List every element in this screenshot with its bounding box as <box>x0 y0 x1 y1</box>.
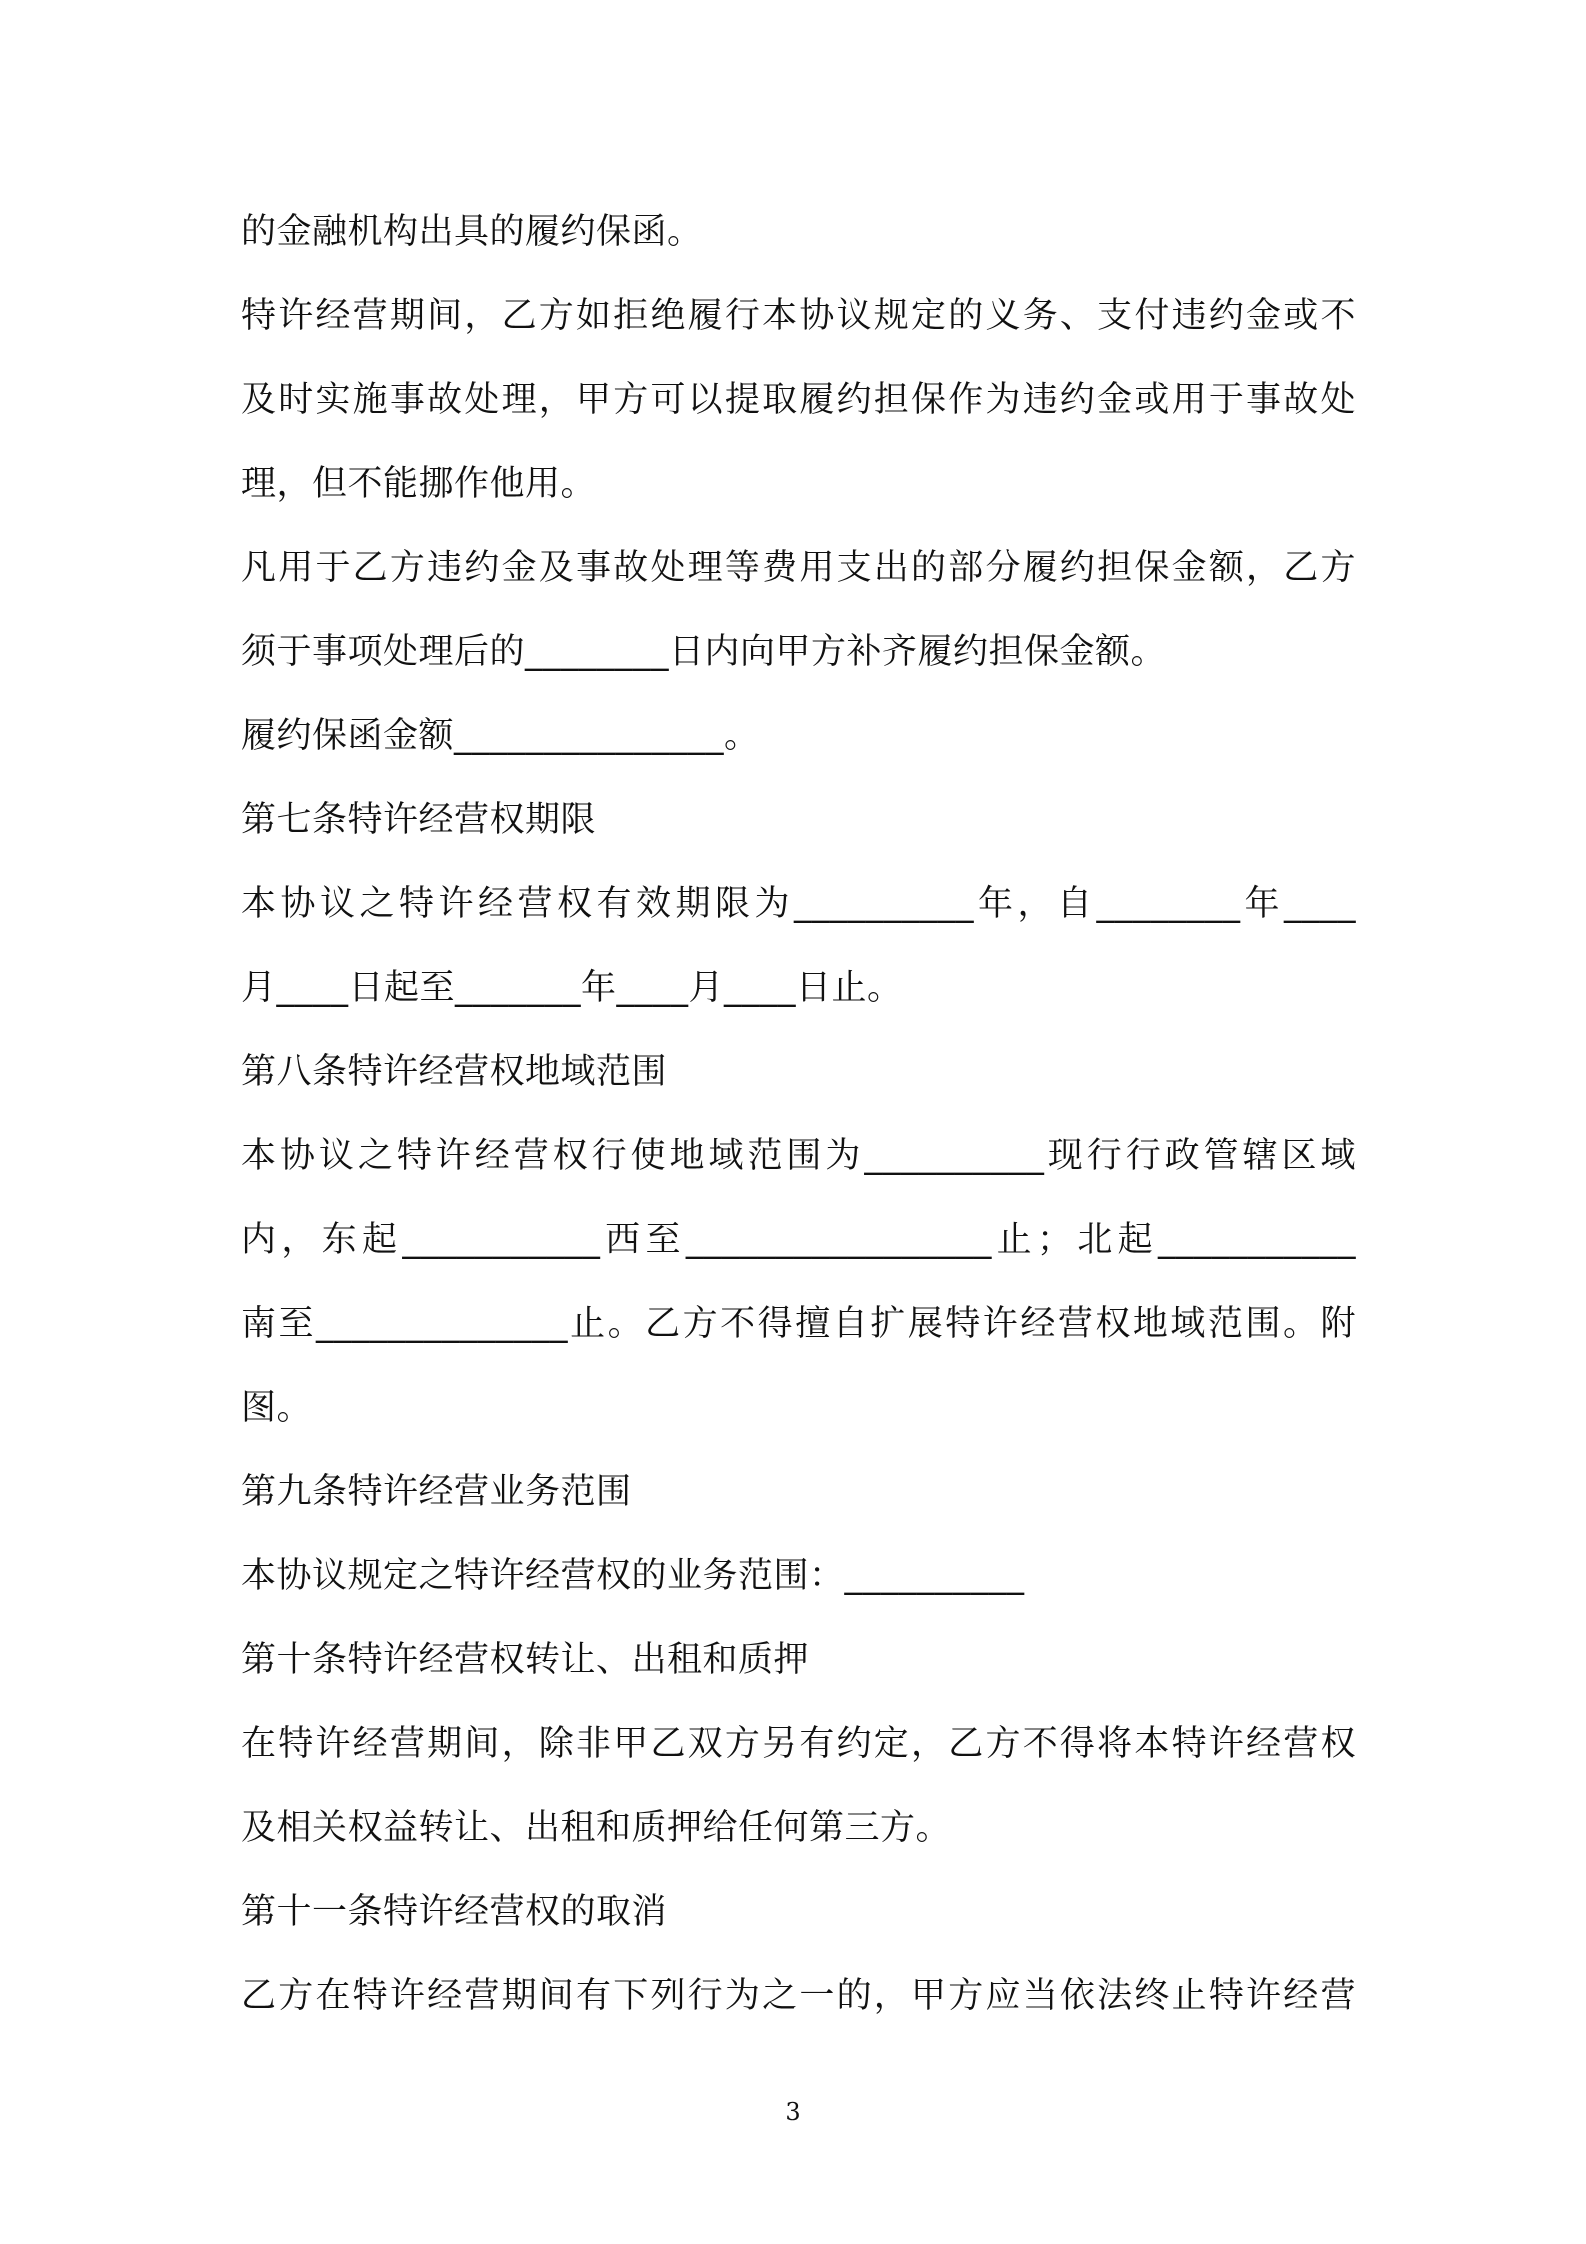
section-heading: 第十一条特许经营权的取消 <box>241 1892 668 1932</box>
text-line: 月____日起至_______年____月____日止。 <box>241 968 903 1008</box>
section-heading: 第八条特许经营权地域范围 <box>241 1052 668 1092</box>
text-line: 南至______________止。乙方不得擅自扩展特许经营权地域范围。附 <box>241 1304 1356 1344</box>
text-line: 及相关权益转让、出租和质押给任何第三方。 <box>241 1808 952 1848</box>
text-line: 的金融机构出具的履约保函。 <box>241 212 703 252</box>
text-line: 本协议之特许经营权有效期限为__________年，自________年____ <box>241 884 1356 924</box>
text-line: 特许经营期间，乙方如拒绝履行本协议规定的义务、支付违约金或不 <box>241 296 1356 336</box>
text-line: 本协议规定之特许经营权的业务范围：__________ <box>241 1556 1025 1596</box>
body-text <box>241 190 1356 2038</box>
text-line: 在特许经营期间，除非甲乙双方另有约定，乙方不得将本特许经营权 <box>241 1724 1356 1764</box>
text-line: 内，东起___________西至_________________止；北起___________ <box>241 1220 1356 1260</box>
text-line: 乙方在特许经营期间有下列行为之一的，甲方应当依法终止特许经营 <box>241 1976 1356 2016</box>
section-heading: 第九条特许经营业务范围 <box>241 1472 632 1512</box>
text-line: 图。 <box>241 1388 313 1428</box>
text-line: 履约保函金额_______________。 <box>241 716 760 756</box>
text-line: 及时实施事故处理，甲方可以提取履约担保作为违约金或用于事故处 <box>241 380 1356 420</box>
text-line: 本协议之特许经营权行使地域范围为__________现行行政管辖区域 <box>241 1136 1356 1176</box>
section-heading: 第七条特许经营权期限 <box>241 800 597 840</box>
page-number: 3 <box>785 2098 801 2126</box>
text-line: 须于事项处理后的________日内向甲方补齐履约担保金额。 <box>241 632 1167 672</box>
section-heading: 第十条特许经营权转让、出租和质押 <box>241 1640 810 1680</box>
text-line: 凡用于乙方违约金及事故处理等费用支出的部分履约担保金额，乙方 <box>241 548 1356 588</box>
text-line: 理，但不能挪作他用。 <box>241 464 597 504</box>
